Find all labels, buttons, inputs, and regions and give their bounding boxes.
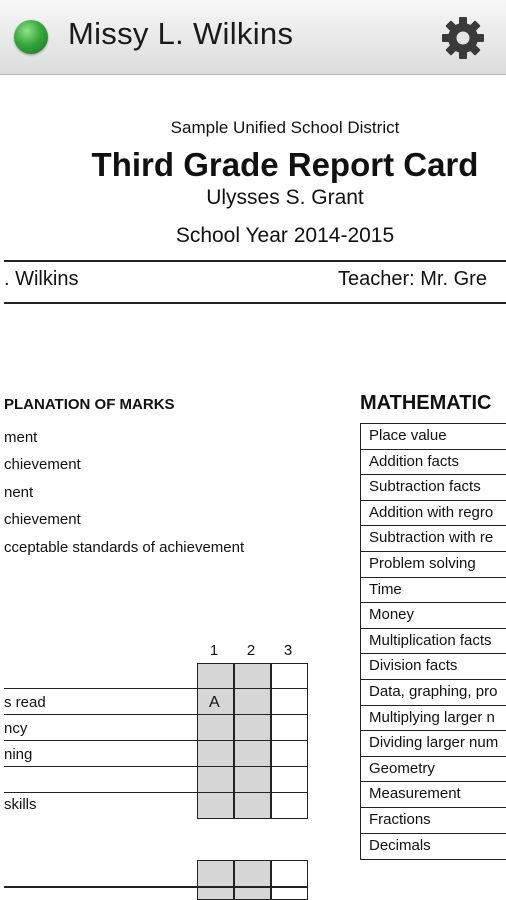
explanation-item: ment: [4, 429, 38, 446]
math-skill-row: Fractions: [361, 808, 506, 834]
math-skill-row: Addition facts: [361, 450, 506, 476]
grid-line: [4, 714, 308, 715]
report-title: Third Grade Report Card: [91, 146, 479, 183]
math-skill-row: Dividing larger num: [361, 731, 506, 757]
reading-skill-label: ning: [4, 746, 33, 763]
math-skill-row: Multiplying larger n: [361, 706, 506, 732]
math-skill-row: Subtraction with re: [361, 526, 506, 552]
math-skill-row: Place value: [361, 424, 506, 450]
school-year: School Year 2014-2015: [175, 224, 395, 247]
explanation-item: chievement: [4, 511, 81, 528]
math-skill-row: Subtraction facts: [361, 475, 506, 501]
grid-line: [4, 792, 308, 793]
grade-column-3: [271, 663, 308, 819]
math-skill-row: Measurement: [361, 782, 506, 808]
explanation-item: chievement: [4, 456, 81, 473]
settings-gear-icon[interactable]: [440, 15, 486, 61]
teacher-field: Teacher: Mr. Gre: [338, 268, 487, 290]
grid-line: [4, 688, 308, 689]
math-skill-row: Problem solving: [361, 552, 506, 578]
mathematics-heading: MATHEMATIC: [360, 392, 492, 414]
grade-column-2: [234, 663, 271, 819]
grading-period-label: 1: [209, 642, 219, 659]
explanation-item: cceptable standards of achievement: [4, 539, 245, 556]
grid-line: [4, 886, 308, 888]
app-header: [0, 0, 506, 75]
grade-column-1: [197, 663, 234, 819]
marks-explanation-heading: PLANATION OF MARKS: [4, 396, 175, 413]
divider-top: [4, 260, 506, 262]
math-skill-row: Geometry: [361, 757, 506, 783]
math-skill-row: Money: [361, 603, 506, 629]
mathematics-skills-table: [360, 423, 506, 860]
math-skill-row: Addition with regro: [361, 501, 506, 527]
grading-period-label: 3: [283, 642, 293, 659]
explanation-item: nent: [4, 484, 34, 501]
grade-column-3: [271, 860, 308, 900]
school-name: Ulysses S. Grant: [206, 186, 364, 209]
reading-skill-label: skills: [4, 796, 37, 813]
student-name-title: Missy L. Wilkins: [68, 16, 294, 51]
math-skill-row: Data, graphing, pro: [361, 680, 506, 706]
grade-column-2: [234, 860, 271, 900]
grid-line: [4, 766, 308, 767]
math-skill-row: Decimals: [369, 836, 431, 854]
reading-skill-label: s read: [4, 694, 46, 711]
grading-period-label: 2: [246, 642, 256, 659]
math-skill-row: Time: [361, 578, 506, 604]
grade-column-1: [197, 860, 234, 900]
math-skill-row: Multiplication facts: [361, 629, 506, 655]
grade-mark: A: [209, 694, 220, 711]
status-indicator-icon: [14, 20, 48, 54]
math-skill-row: Division facts: [361, 654, 506, 680]
grid-line: [4, 740, 308, 741]
reading-skill-label: ncy: [4, 720, 28, 737]
divider-bottom: [4, 302, 506, 304]
student-field: . Wilkins: [4, 268, 79, 290]
report-card-document[interactable]: [0, 74, 506, 900]
district-name: Sample Unified School District: [170, 118, 400, 137]
